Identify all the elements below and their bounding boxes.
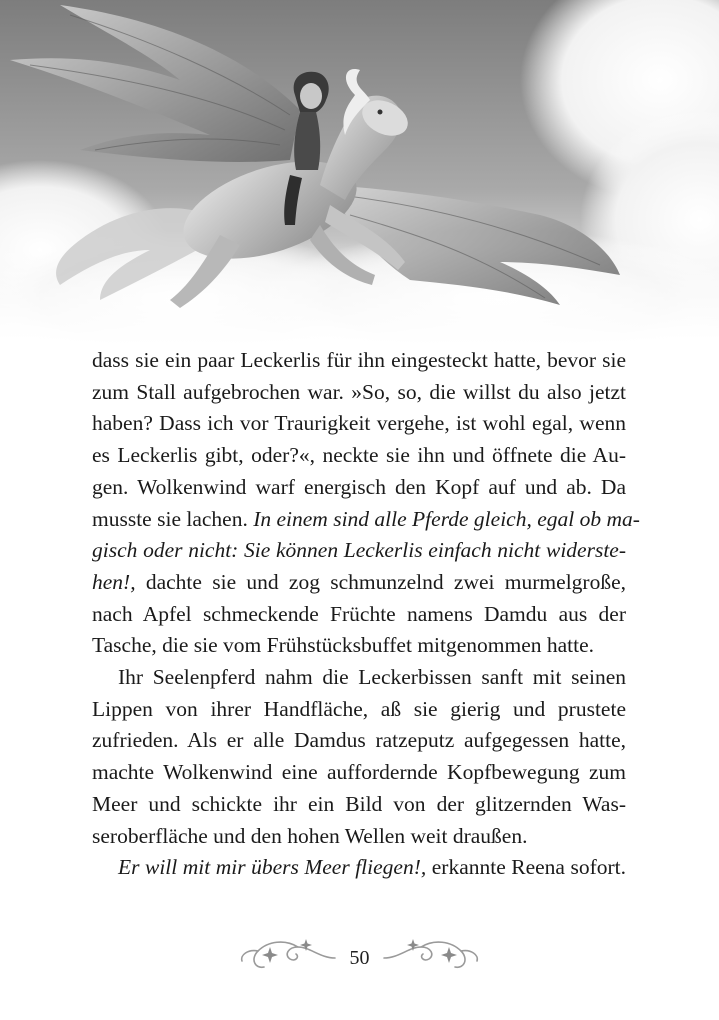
text-line: es Leckerlis gibt, oder?«, neckte sie ihn und öffnete die Au- xyxy=(92,443,626,468)
text-line: Er will mit mir übers Meer fliegen!, erkannte Reena sofort. xyxy=(118,855,626,880)
text-line: haben? Dass ich vor Traurigkeit vergehe, ist wohl egal, wenn xyxy=(92,411,626,436)
body-text xyxy=(92,345,640,884)
pegasus-illustration xyxy=(0,0,719,345)
text-line: zufrieden. Als er alle Damdus ratzeputz aufgegessen hatte, xyxy=(92,728,626,753)
page-footer xyxy=(0,925,719,985)
page-number: 50 xyxy=(349,947,370,969)
text-line: Meer und schickte ihr ein Bild von der glitzernden Was- xyxy=(92,791,626,816)
text-line: gen. Wolkenwind warf energisch den Kopf auf und ab. Da xyxy=(92,474,626,499)
paragraph-1 xyxy=(92,345,640,662)
text-line: machte Wolkenwind eine auffordernde Kopfbewegung zum xyxy=(92,760,626,785)
paragraph-2 xyxy=(92,662,626,852)
text-line: nach Apfel schmeckende Früchte namens Damdu aus der xyxy=(92,601,626,626)
text-line: seroberfläche und den hohen Wellen weit draußen. xyxy=(92,823,528,848)
paragraph-3 xyxy=(92,852,626,884)
text-line: musste sie lachen. In einem sind alle Pferde gleich, egal ob ma- xyxy=(92,506,640,531)
text-line: hen!, dachte sie und zog schmunzelnd zwei murmelgroße, xyxy=(92,569,626,594)
pegasus-rider-illustration xyxy=(0,0,719,345)
text-line: Tasche, die sie vom Frühstücksbuffet mitgenommen hatte. xyxy=(92,633,595,658)
text-line: Lippen von ihrer Handfläche, aß sie gierig und prustete xyxy=(92,696,626,721)
text-line: dass sie ein paar Leckerlis für ihn eingesteckt hatte, bevor sie xyxy=(92,348,626,372)
text-line: Ihr Seelenpferd nahm die Leckerbissen sanft mit seinen xyxy=(118,665,626,690)
text-line: zum Stall aufgebrochen war. »So, so, die willst du also jetzt xyxy=(92,379,626,404)
text-line: gisch oder nicht: Sie können Leckerlis einfach nicht widerste- xyxy=(92,538,626,563)
